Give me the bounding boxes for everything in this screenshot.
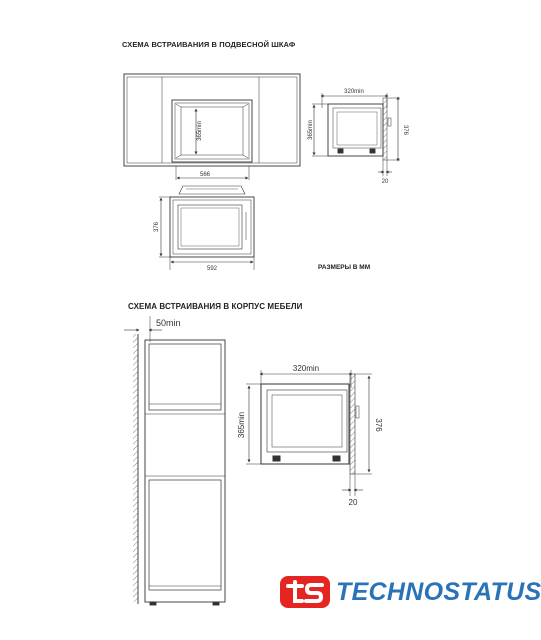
wall-cabinet-side-view: [312, 93, 400, 176]
side-height-label: 365min: [308, 120, 314, 140]
brand-name: TECHNOSTATUS: [336, 578, 541, 606]
tall-cabinet-top-shelf: [149, 344, 221, 410]
wall-cabinet-outline: [124, 74, 300, 166]
front-width-label: 592: [206, 266, 218, 272]
tall-offset-label: 20: [348, 498, 358, 507]
front-frame-view: [159, 186, 254, 270]
technostatus-brand: [278, 572, 541, 612]
tall-height-label: 365min: [237, 411, 246, 439]
opening-height-label: 365min: [197, 121, 203, 141]
tall-side-view: [246, 370, 372, 496]
tall-total-height-label: 376: [374, 418, 383, 432]
door-offset-label: 20: [381, 179, 389, 185]
units-note: РАЗМЕРЫ В ММ: [318, 264, 371, 271]
technostatus-logo-icon: [278, 574, 332, 610]
tall-cabinet-view: [124, 316, 225, 605]
tall-cabinet-body: [145, 340, 225, 602]
tall-depth-label: 320min: [292, 364, 320, 373]
side-total-height-label: 376: [402, 124, 408, 136]
tall-cabinet-lower-section: [149, 480, 221, 590]
niche-depth-label: 320min: [344, 89, 364, 95]
tall-cabinet-heading: СХЕМА ВСТРАИВАНИЯ В КОРПУС МЕБЕЛИ: [128, 302, 303, 311]
wall-hatch: [133, 334, 138, 602]
wall-cabinet-front-view: [124, 74, 300, 180]
wall-cabinet-opening: [172, 100, 252, 162]
opening-width-label: 566: [199, 172, 211, 178]
gap-label: 50min: [156, 318, 181, 328]
wall-cabinet-heading: СХЕМА ВСТРАИВАНИЯ В ПОДВЕСНОЙ ШКАФ: [122, 40, 296, 49]
front-frame-outline: [170, 197, 254, 257]
front-height-label: 376: [154, 221, 160, 233]
